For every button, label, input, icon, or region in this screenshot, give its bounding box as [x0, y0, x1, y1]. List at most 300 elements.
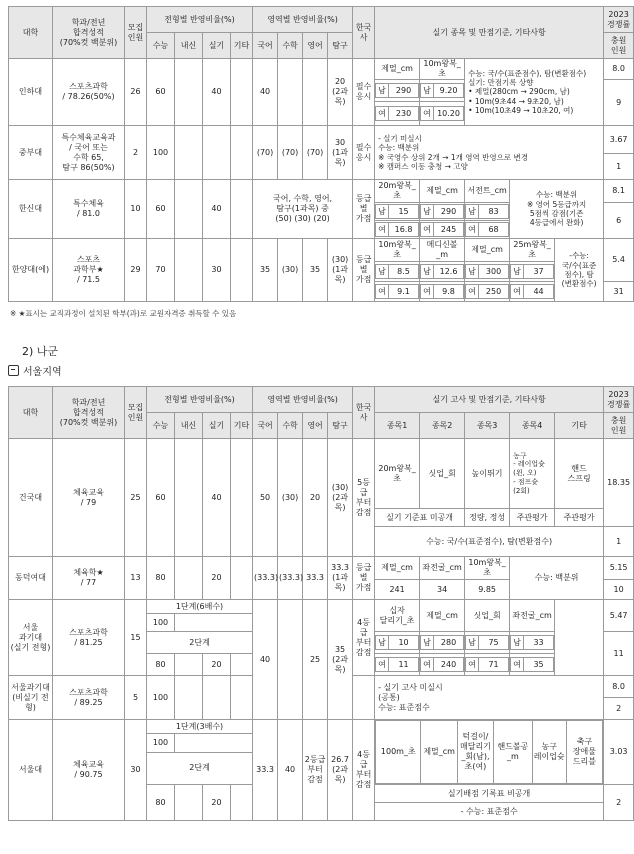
header-etc: 기타	[231, 33, 253, 59]
area-math: (70)	[278, 126, 303, 180]
sub-header-label: 제멀_cm	[381, 64, 413, 73]
table-gagun	[8, 6, 634, 302]
stage2-silgi: 20	[203, 785, 231, 821]
ratio-naesin	[175, 180, 203, 239]
area-kor: 33.3	[253, 720, 278, 821]
ratio-etc	[231, 126, 253, 180]
ratio-silgi	[203, 676, 231, 720]
recruit-count: 15	[125, 600, 147, 676]
item-name: 턱걸이/ 매달리기 _회(남), 초(여)	[457, 721, 493, 784]
gender-label: 여	[421, 658, 434, 672]
record-value: 9.20	[433, 84, 463, 98]
recruit-count: 26	[125, 59, 147, 126]
sub-cell	[465, 203, 510, 221]
region-title	[8, 363, 62, 378]
ratio-etc	[231, 676, 253, 720]
record-value: 290	[388, 84, 418, 98]
header-math: 수학	[278, 33, 303, 59]
other-info: 수능: 백분위 ※ 영어 5등급까지 5점씩 감점(기존 4등급에서 완화)	[510, 180, 604, 239]
other-info: 수능: 백분위	[510, 557, 604, 600]
ratio-naesin	[175, 126, 203, 180]
header-admit: 충원 인원	[604, 33, 634, 59]
item-name: 농구 - 레이업슛 (왼, 오) - 점프슛 (2회)	[510, 439, 555, 509]
comp-rate: 5.4	[604, 239, 634, 282]
gender-label: 여	[376, 223, 389, 237]
sub-header-label: 10m왕복_초	[465, 557, 510, 580]
ratio-etc	[231, 180, 253, 239]
sub-cell	[465, 654, 510, 676]
sub-cell	[420, 262, 465, 282]
sub-header-1	[375, 59, 420, 80]
record-value: 44	[523, 285, 553, 299]
eval-note: 주관평가	[555, 509, 604, 527]
other-info: - 실기 미실시 수능: 백분위 ※ 국영수 상위 2개 → 1개 영역 반영으로 변경 ※ 캠퍼스 이동 충청 → 고양	[375, 126, 604, 180]
header-item4: 종목4	[510, 413, 555, 439]
table-row	[9, 180, 634, 203]
record-value: 241	[375, 580, 420, 600]
eval-note: 주관평가	[510, 509, 555, 527]
item-etc	[555, 600, 604, 676]
sub-cell	[375, 221, 420, 239]
recruit-count: 25	[125, 439, 147, 557]
sub-header-label: 제멀_cm	[420, 180, 465, 203]
sub-cell	[375, 80, 420, 102]
table-row	[9, 239, 634, 262]
sub-header-label: 10m왕복_초	[423, 59, 461, 78]
gender-label: 여	[466, 658, 479, 672]
ratio-naesin	[175, 439, 203, 557]
gender-label: 남	[466, 205, 479, 219]
history-rule	[353, 676, 375, 720]
admit-count: 10	[604, 580, 634, 600]
other-info: 수능: 국/수(표준점수), 탐(변환점수)	[375, 527, 604, 557]
record-value: 71	[478, 658, 508, 672]
recruit-count: 29	[125, 239, 147, 302]
sub-cell	[420, 102, 465, 126]
header-dept: 학과/전년 합격성적 (70%컷 백분위)	[53, 387, 125, 439]
univ-name: 건국대	[9, 439, 53, 557]
sub-cell	[375, 102, 420, 126]
area-kor: 35	[253, 239, 278, 302]
record-value: 83	[478, 205, 508, 219]
header-ratio: 전형별 반영비율(%)	[147, 7, 253, 33]
header-naesin: 내신	[175, 33, 203, 59]
header-admit: 충원 인원	[604, 413, 634, 439]
ratio-naesin	[175, 239, 203, 302]
univ-name: 서울대	[9, 720, 53, 821]
table-row	[9, 600, 634, 614]
region-label: 서울지역	[23, 367, 62, 378]
gender-label: 여	[466, 223, 479, 237]
admit-count: 2	[604, 785, 634, 821]
record-value: 12.6	[433, 265, 463, 279]
header-history: 한국사	[353, 7, 375, 59]
sub-header-label: 25m왕복_초	[510, 239, 555, 262]
admit-count: 6	[604, 203, 634, 239]
area-math: (30)	[278, 239, 303, 302]
ratio-naesin	[175, 676, 203, 720]
sub-cell	[510, 632, 555, 654]
area-math	[278, 59, 303, 126]
arrow-box-icon	[8, 365, 19, 376]
area-eng: 25	[303, 600, 328, 720]
dept-score: 스포츠과학 / 78.26(50%)	[53, 59, 125, 126]
sub-cell	[420, 632, 465, 654]
stage2-label: 2단계	[147, 752, 253, 785]
items-cell	[375, 720, 604, 785]
area-kor: 40	[253, 59, 278, 126]
area-tamgu: 20 (2과목)	[328, 59, 353, 126]
area-tamgu: 26.7 (2과목)	[328, 720, 353, 821]
header-eng: 영어	[303, 413, 328, 439]
table-row	[9, 59, 634, 80]
record-value: 11	[388, 658, 418, 672]
header-item-etc: 기타	[555, 413, 604, 439]
dept-score: 스포츠과학 / 81.25	[53, 600, 125, 676]
stage2-naesin	[175, 654, 203, 676]
record-value: 15	[388, 205, 418, 219]
admit-count: 1	[604, 154, 634, 180]
header-item3: 종목3	[465, 413, 510, 439]
header-comp: 2023 경쟁률	[604, 7, 634, 33]
gender-label: 여	[376, 107, 389, 121]
area-math	[278, 600, 303, 720]
record-value: 33	[523, 636, 553, 650]
header-suneung: 수능	[147, 413, 175, 439]
area-tamgu: 30 (1과목)	[328, 126, 353, 180]
area-eng: 20	[303, 439, 328, 557]
sub-header-label: 10m왕복_초	[375, 239, 420, 262]
gender-label: 여	[511, 658, 524, 672]
recruit-count: 30	[125, 720, 147, 821]
record-value: 9.8	[433, 285, 463, 299]
sub-cell	[465, 632, 510, 654]
gender-label: 남	[511, 265, 524, 279]
item-name: 제멀_cm	[421, 721, 457, 784]
sub-header-2	[420, 59, 465, 80]
header-univ: 대학	[9, 7, 53, 59]
record-value: 280	[433, 636, 463, 650]
history-rule: 필수 응시	[353, 126, 375, 180]
sub-cell	[465, 282, 510, 302]
ratio-naesin	[175, 59, 203, 126]
comp-rate: 5.15	[604, 557, 634, 580]
gender-label: 남	[466, 265, 479, 279]
item-name: 20m왕복_초	[375, 439, 420, 509]
dept-score: 체육교육 / 90.75	[53, 720, 125, 821]
admit-count: 9	[604, 80, 634, 126]
record-value: 240	[433, 658, 463, 672]
sub-header-label: 메디신볼_m	[420, 239, 465, 262]
footnote: ※ ★표시는 교직과정이 설치된 학부(과)로 교원자격증 취득할 수 있음	[10, 309, 237, 318]
gender-label: 여	[511, 285, 524, 299]
history-rule: 5등급 부터 감점	[353, 439, 375, 557]
sub-cell	[465, 262, 510, 282]
sub-cell	[420, 80, 465, 102]
header-suneung: 수능	[147, 33, 175, 59]
sub-cell	[465, 221, 510, 239]
ratio-silgi	[203, 126, 231, 180]
recruit-count: 13	[125, 557, 147, 600]
table-row	[9, 439, 634, 509]
stage2-naesin	[175, 785, 203, 821]
univ-name: 동덕여대	[9, 557, 53, 600]
ratio-suneung: 60	[147, 180, 175, 239]
comp-rate: 8.0	[604, 676, 634, 698]
header-eng: 영어	[303, 33, 328, 59]
sub-header-label: 서전트_cm	[465, 180, 510, 203]
gender-label: 남	[421, 84, 434, 98]
header-silgi: 실기	[203, 33, 231, 59]
gender-label: 여	[421, 107, 434, 121]
header-item1: 종목1	[375, 413, 420, 439]
item-name: 핸드 스프링	[555, 439, 604, 509]
record-value: 9.85	[465, 580, 510, 600]
sub-cell	[420, 203, 465, 221]
sub-header-label: 제멀_cm	[375, 557, 420, 580]
table-nagun	[8, 386, 634, 821]
other-info: -수능: 국/수(표준 점수), 탐 (변환점수)	[555, 239, 604, 302]
header-naesin: 내신	[175, 413, 203, 439]
sub-cell	[375, 654, 420, 676]
history-rule: 4등급 부터 감점	[353, 600, 375, 676]
sub-header-label: 좌전굴_cm	[420, 557, 465, 580]
header-tamgu: 탐구	[328, 413, 353, 439]
sub-cell	[375, 282, 420, 302]
table-row	[9, 126, 634, 154]
univ-name: 인하대	[9, 59, 53, 126]
gender-label: 여	[421, 223, 434, 237]
sub-header-label: 20m왕복_초	[375, 180, 420, 203]
comp-rate: 8.1	[604, 180, 634, 203]
sub-header-label: 제멀_cm	[420, 600, 465, 632]
ratio-etc	[231, 239, 253, 302]
header-recruit: 모집 인원	[125, 387, 147, 439]
history-rule: 등급별 가점	[353, 557, 375, 600]
record-value: 300	[478, 265, 508, 279]
gender-label: 남	[421, 265, 434, 279]
stage1-suneung: 100	[147, 614, 175, 632]
header-history: 한국사	[353, 387, 375, 439]
ratio-suneung: 100	[147, 126, 175, 180]
admit-count: 1	[604, 527, 634, 557]
comp-rate: 5.47	[604, 600, 634, 632]
sub-header-label: 십자 달리기_초	[375, 600, 420, 632]
stage1-rest	[175, 614, 253, 632]
area-kor: 40	[253, 600, 278, 720]
eval-note: 실기 기준표 미공개	[375, 509, 465, 527]
header-tamgu: 탐구	[328, 33, 353, 59]
admit-count: 31	[604, 282, 634, 302]
header-practical: 실기 고사 및 만점기준, 기타사항	[375, 387, 604, 413]
ratio-naesin	[175, 557, 203, 600]
stage2-etc	[231, 785, 253, 821]
header-ratio: 전형별 반영비율(%)	[147, 387, 253, 413]
header-univ: 대학	[9, 387, 53, 439]
item-name: 100m_초	[376, 721, 421, 784]
table-row	[9, 720, 634, 734]
sub-cell	[375, 632, 420, 654]
header-comp: 2023 경쟁률	[604, 387, 634, 413]
record-value: 10.20	[433, 107, 463, 121]
record-value: 10	[388, 636, 418, 650]
comp-rate: 3.03	[604, 720, 634, 785]
dept-score: 스포츠과학 / 89.25	[53, 676, 125, 720]
sub-header-label: 제멀_cm	[465, 239, 510, 262]
area-tamgu: (30) (1과목)	[328, 239, 353, 302]
area-tamgu: (30) (2과목)	[328, 439, 353, 557]
ratio-suneung: 100	[147, 676, 175, 720]
area-text: 국어, 수학, 영어, 탐구(1과목) 중 (50) (30) (20)	[253, 180, 353, 239]
gender-label: 여	[466, 285, 479, 299]
area-eng: (70)	[303, 126, 328, 180]
univ-name: 중부대	[9, 126, 53, 180]
gender-label: 남	[466, 636, 479, 650]
dept-score: 체육교육 / 79	[53, 439, 125, 557]
eval-note: 정량, 정성	[465, 509, 510, 527]
dept-score: 체육학★ / 77	[53, 557, 125, 600]
ratio-suneung: 60	[147, 439, 175, 557]
other-info: - 실기 고사 미실시 (공통) 수능: 표준점수	[375, 676, 604, 720]
header-area: 영역별 반영비율(%)	[253, 7, 353, 33]
history-rule: 필수 응시	[353, 59, 375, 126]
area-eng: 35	[303, 239, 328, 302]
univ-name: 서울 과기대 (실기 전형)	[9, 600, 53, 676]
item-name: 농구 레이업슛	[532, 721, 566, 784]
area-kor: 50	[253, 439, 278, 557]
stage1-rest	[175, 734, 253, 752]
area-eng: 33.3	[303, 557, 328, 600]
header-recruit: 모집 인원	[125, 7, 147, 59]
item-name: 싯업_회	[420, 439, 465, 509]
area-eng: 2등급 부터 감점	[303, 720, 328, 821]
eval-note: 실기배점 기록표 비공개	[375, 785, 604, 803]
header-item2: 종목2	[420, 413, 465, 439]
sub-cell	[375, 203, 420, 221]
area-kor: (33.3)	[253, 557, 278, 600]
stage2-suneung: 80	[147, 785, 175, 821]
stage2-etc	[231, 654, 253, 676]
record-value: 245	[433, 223, 463, 237]
comp-rate: 8.0	[604, 59, 634, 80]
area-math: (30)	[278, 439, 303, 557]
item-name: 핸드볼공 _m	[494, 721, 533, 784]
ratio-silgi: 40	[203, 59, 231, 126]
sub-header-label: 싯업_회	[465, 600, 510, 632]
stage2-suneung: 80	[147, 654, 175, 676]
header-kor: 국어	[253, 413, 278, 439]
gender-label: 남	[376, 265, 389, 279]
stage1-label: 1단계(6배수)	[147, 600, 253, 614]
item-name: 축구 장애물 드리블	[566, 721, 602, 784]
header-dept: 학과/전년 합격성적 (70%컷 백분위)	[53, 7, 125, 59]
sub-cell	[375, 262, 420, 282]
comp-rate: 18.35	[604, 439, 634, 527]
header-etc: 기타	[231, 413, 253, 439]
ratio-suneung: 60	[147, 59, 175, 126]
stage1-suneung: 100	[147, 734, 175, 752]
ratio-etc	[231, 439, 253, 557]
recruit-count: 5	[125, 676, 147, 720]
gender-label: 남	[421, 636, 434, 650]
univ-name: 한신대	[9, 180, 53, 239]
header-area: 영역별 반영비율(%)	[253, 387, 353, 413]
record-value: 9.1	[388, 285, 418, 299]
ratio-silgi: 30	[203, 239, 231, 302]
area-math: 40	[278, 720, 303, 821]
gender-label: 남	[376, 84, 389, 98]
record-value: 37	[523, 265, 553, 279]
ratio-etc	[231, 557, 253, 600]
ratio-etc	[231, 59, 253, 126]
record-value: 68	[478, 223, 508, 237]
gender-label: 남	[511, 636, 524, 650]
gender-label: 남	[421, 205, 434, 219]
record-value: 75	[478, 636, 508, 650]
area-kor: (70)	[253, 126, 278, 180]
header-kor: 국어	[253, 33, 278, 59]
gender-label: 남	[376, 205, 389, 219]
header-silgi: 실기	[203, 413, 231, 439]
table-row	[9, 557, 634, 580]
sub-cell	[420, 282, 465, 302]
gender-label: 여	[376, 658, 389, 672]
record-value: 290	[433, 205, 463, 219]
sub-header-label: 좌전굴_cm	[510, 600, 555, 632]
header-math: 수학	[278, 413, 303, 439]
admit-count: 11	[604, 632, 634, 676]
univ-name: 한양대(에)	[9, 239, 53, 302]
admit-count: 2	[604, 698, 634, 720]
dept-score: 스포츠 과학부★ / 71.5	[53, 239, 125, 302]
comp-rate: 3.67	[604, 126, 634, 154]
gender-label: 남	[376, 636, 389, 650]
stage2-label: 2단계	[147, 632, 253, 654]
area-math: (33.3)	[278, 557, 303, 600]
record-value: 230	[388, 107, 418, 121]
history-rule: 4등급 부터 감점	[353, 720, 375, 821]
section-title: 2) 나군	[22, 345, 59, 358]
area-tamgu: 35 (2과목)	[328, 600, 353, 720]
sub-cell	[420, 221, 465, 239]
stage1-label: 1단계(3배수)	[147, 720, 253, 734]
stage2-silgi: 20	[203, 654, 231, 676]
ratio-suneung: 80	[147, 557, 175, 600]
gender-label: 여	[421, 285, 434, 299]
ratio-silgi: 20	[203, 557, 231, 600]
dept-score: 특수체육 / 81.0	[53, 180, 125, 239]
sub-cell	[420, 654, 465, 676]
area-tamgu: 33.3 (1과목)	[328, 557, 353, 600]
dept-score: 특수체육교육과 / 국어 또는 수학 65, 탐구 86(50%)	[53, 126, 125, 180]
history-rule: 등급 별 가점	[353, 180, 375, 239]
univ-name: 서울과기대 (비실기 전형)	[9, 676, 53, 720]
sub-cell	[510, 282, 555, 302]
ratio-silgi: 40	[203, 439, 231, 557]
recruit-count: 2	[125, 126, 147, 180]
header-practical: 실기 종목 및 만점기준, 기타사항	[375, 7, 604, 59]
record-value: 8.5	[388, 265, 418, 279]
item-name: 높이뛰기	[465, 439, 510, 509]
ratio-suneung: 70	[147, 239, 175, 302]
record-value: 250	[478, 285, 508, 299]
sub-cell	[510, 654, 555, 676]
record-value: 35	[523, 658, 553, 672]
sub-cell	[510, 262, 555, 282]
record-value: 34	[420, 580, 465, 600]
other-info: 수능: 국/수(표준점수), 탐(변환점수) 실기: 만점기록 상향 • 제멀(280cm → 290cm, 남) • 10m(9초44 → 9초20, 남) • 10m(10초49 → 10초20, 여)	[465, 59, 604, 126]
ratio-silgi: 40	[203, 180, 231, 239]
